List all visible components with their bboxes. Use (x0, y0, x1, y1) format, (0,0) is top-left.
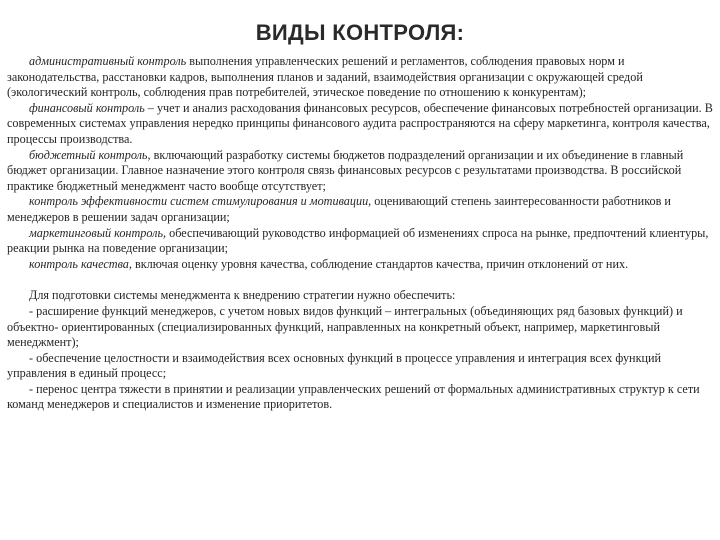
control-type-term: маркетинговый контроль (29, 225, 164, 240)
strategy-intro: Для подготовки системы менеджмента к внедрению стратегии нужно обеспечить: (29, 288, 456, 303)
control-type-description: , включая оценку уровня качества, соблюдение стандартов качества, причин отклонений от них. (128, 256, 629, 271)
control-type-description: , включающий разработку системы бюджетов подразделений организации и их объединение в главный бюджет организации. Главное назначение этого контроля связь финансовых ресурсов с результатами производства. В российской практике бюджетный менеджмент часто вообще отсутствует; (7, 147, 684, 193)
strategy-item: - расширение функций менеджеров, с учетом новых видов функций – интегральных (объединяющих ряд базовых функций) и объектно- ориентированных (специализированных функций, направленных на конкретный объект, например, маркетинговый менеджмент); (7, 303, 683, 350)
strategy-item: - перенос центра тяжести в принятии и реализации управленческих решений от формальных административных структур к сети команд менеджеров и специалистов и изменение приоритетов. (7, 381, 700, 412)
control-type-administrative (7, 54, 713, 101)
control-type-description: выполнения управленческих решений и регламентов, соблюдения правовых норм и законодательства, расстановки кадров, выполнения планов и заданий, взаимодействия организации с окружающей средой (экологический контроль, соблюдения прав потребителей, этическое поведение по отношению к конкурентам); (7, 54, 643, 100)
control-type-term: административный контроль (29, 54, 187, 68)
control-type-marketing (7, 226, 713, 257)
control-type-description: , оценивающий степень заинтересованности работников и менеджеров в решении задач организации; (7, 194, 671, 224)
control-type-term: финансовый контроль (29, 100, 145, 115)
control-type-term: контроль качества (29, 256, 129, 271)
control-type-financial (7, 101, 713, 148)
strategy-item: - обеспечение целостности и взаимодействия всех основных функций в процессе управления и интеграция всех функций управления в единый процесс; (7, 350, 662, 381)
control-type-description: , обеспечивающий руководство информацией об изменениях спроса на рынке, предпочтений клиентуры, реакции рынка на поведение организации; (7, 225, 709, 256)
page-title: ВИДЫ КОНТРОЛЯ: (255, 20, 465, 45)
control-type-description: – учет и анализ расходования финансовых ресурсов, обеспечение финансовых потребностей организации. В современных системах управления нередко принципы финансового аудита распространяются на сферу маркетинга, контроля качества, процессы производства. (7, 100, 713, 146)
document-body (7, 54, 713, 413)
control-type-term: контроль эффективности систем стимулирования и мотивации (29, 194, 369, 209)
control-type-budget (7, 148, 713, 195)
control-type-quality (7, 257, 713, 273)
control-type-term: бюджетный контроль (29, 147, 148, 162)
control-type-motivation (7, 194, 713, 225)
